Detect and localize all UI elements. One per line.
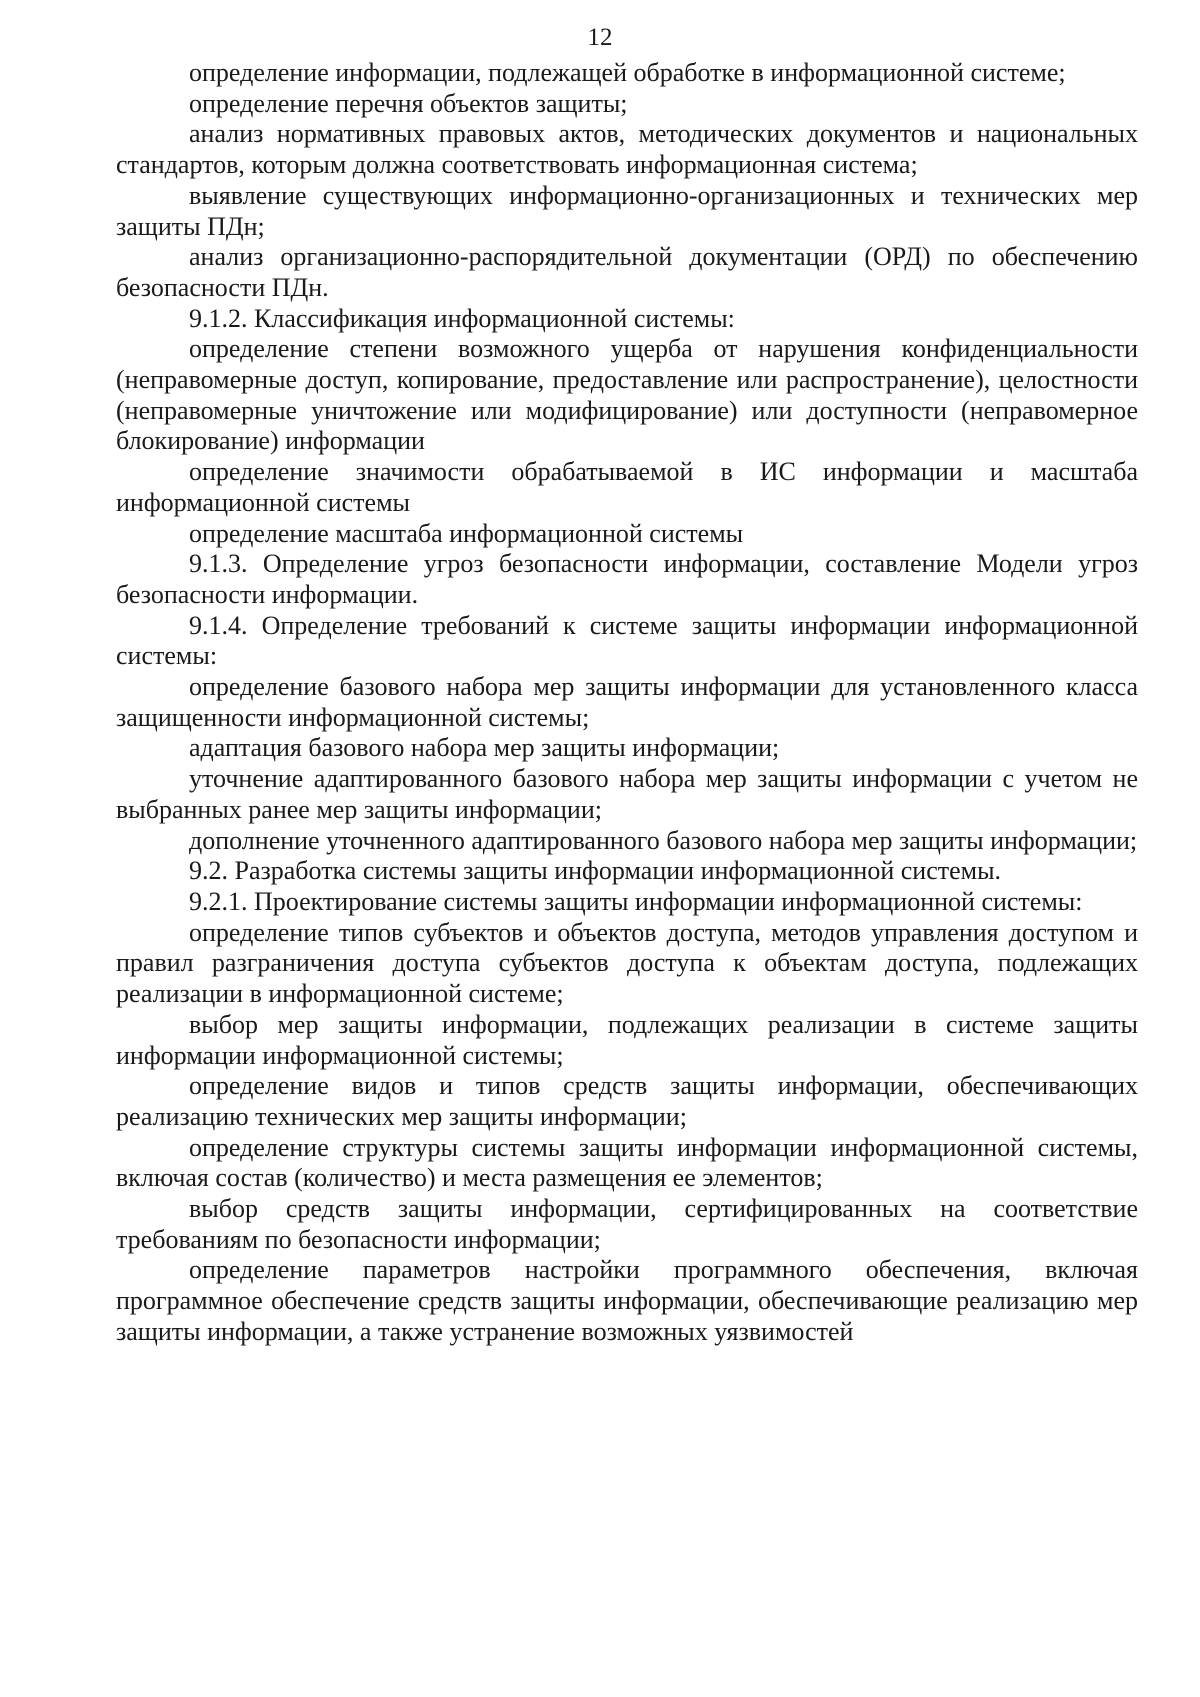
section-heading-9-1-4: 9.1.4. Определение требований к системе защиты информации информационной системы: bbox=[116, 610, 1138, 671]
paragraph-tool-types: определение видов и типов средств защиты информации, обеспечивающих реализацию технических мер защиты информации; bbox=[116, 1071, 1138, 1131]
paragraph-software-settings: определение параметров настройки программного обеспечения, включая программное обеспечение средств защиты информации, обеспечивающие реализацию мер защиты информации, а также устранение возможных уязвимостей bbox=[116, 1255, 1138, 1346]
paragraph-refinement: уточнение адаптированного базового набора мер защиты информации с учетом не выбранных ранее мер защиты информации; bbox=[116, 764, 1138, 824]
paragraph-structure: определение структуры системы защиты информации информационной системы, включая состав (количество) и места размещения ее элементов; bbox=[116, 1132, 1138, 1193]
paragraph-certified-tools: выбор средств защиты информации, сертифицированных на соответствие требованиям по безопасности информации; bbox=[116, 1194, 1138, 1254]
paragraph-adaptation: адаптация базового набора мер защиты информации; bbox=[189, 733, 780, 763]
paragraph-information-definition: определение информации, подлежащей обработке в информационной системе; bbox=[189, 58, 1066, 87]
section-heading-9-2-1: 9.2.1. Проектирование системы защиты информации информационной системы: bbox=[189, 886, 1083, 916]
paragraph-access-subjects: определение типов субъектов и объектов доступа, методов управления доступом и правил разграничения доступа субъектов доступа к объектам доступа, подлежащих реализации в информационной системе; bbox=[116, 917, 1138, 1009]
paragraph-existing-measures: выявление существующих информационно-организационных и технических мер защиты ПДн; bbox=[116, 180, 1138, 241]
paragraph-base-set: определение базового набора мер защиты информации для установленного класса защищенности информационной системы; bbox=[116, 672, 1138, 732]
paragraph-regulatory-analysis: анализ нормативных правовых актов, методических документов и национальных стандартов, которым должна соответствовать информационная система; bbox=[116, 119, 1138, 180]
page-number: 12 bbox=[587, 24, 613, 51]
paragraph-ord-analysis: анализ организационно-распорядительной документации (ОРД) по обеспечению безопасности ПДн. bbox=[116, 242, 1138, 302]
paragraph-significance: определение значимости обрабатываемой в ИС информации и масштаба информационной системы bbox=[116, 457, 1138, 517]
section-heading-9-2: 9.2. Разработка системы защиты информации информационной системы. bbox=[189, 856, 1002, 886]
section-heading-9-1-3: 9.1.3. Определение угроз безопасности информации, составление Модели угроз безопасности информации. bbox=[116, 549, 1138, 609]
paragraph-damage-degree: определение степени возможного ущерба от нарушения конфиденциальности (неправомерные доступ, копирование, предоставление или распространение), целостности (неправомерные уничтожение или модифицирование) или доступности (неправомерное блокирование) информации bbox=[116, 334, 1138, 456]
paragraph-supplement: дополнение уточненного адаптированного базового набора мер защиты информации; bbox=[189, 825, 1138, 855]
paragraph-measure-selection: выбор мер защиты информации, подлежащих реализации в системе защиты информации информационной системы; bbox=[116, 1009, 1138, 1070]
section-heading-9-1-2: 9.1.2. Классификация информационной системы: bbox=[189, 303, 735, 333]
document-body bbox=[116, 58, 1138, 1348]
paragraph-protection-objects: определение перечня объектов защиты; bbox=[189, 88, 628, 118]
paragraph-scale: определение масштаба информационной системы bbox=[189, 518, 744, 548]
